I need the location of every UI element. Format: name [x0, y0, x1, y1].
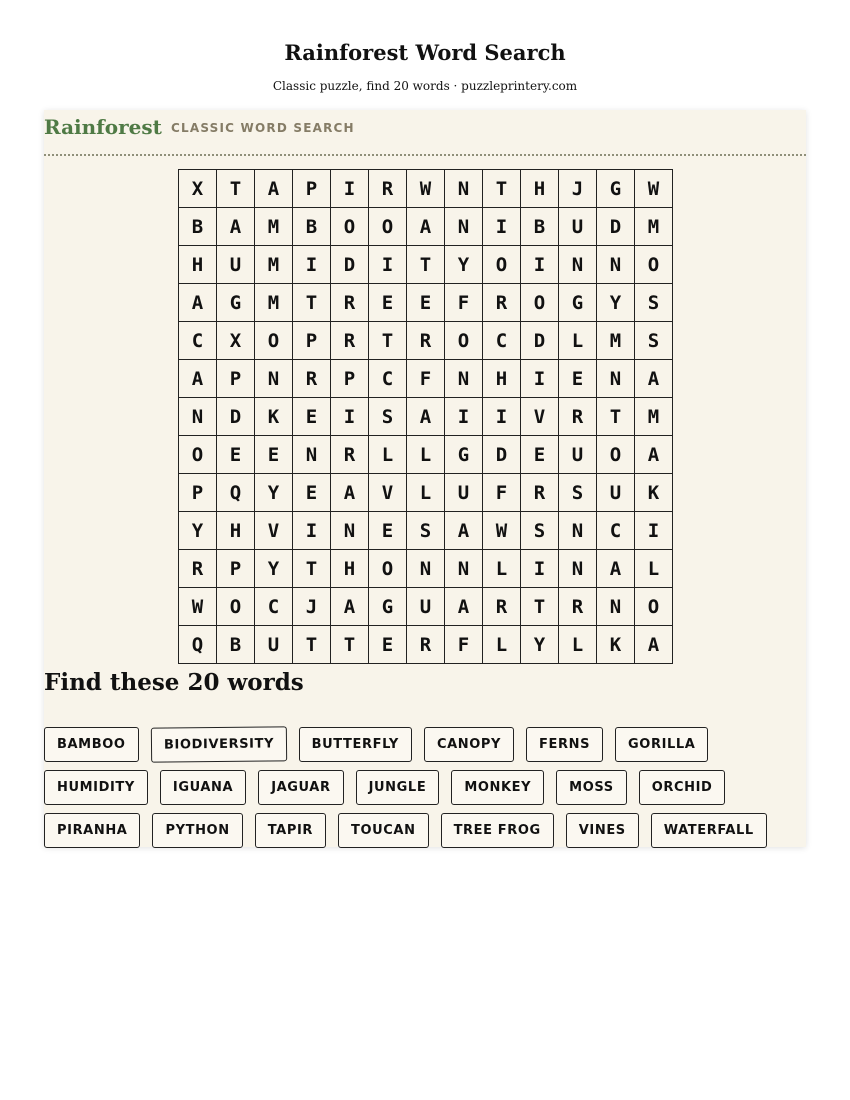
grid-cell[interactable]: N — [445, 208, 483, 246]
grid-cell[interactable]: N — [255, 360, 293, 398]
letter-grid — [178, 169, 673, 664]
word-chip[interactable]: WATERFALL — [651, 813, 767, 848]
grid-cell[interactable]: Y — [255, 474, 293, 512]
grid-cell[interactable]: P — [217, 550, 255, 588]
grid-cell[interactable]: H — [521, 170, 559, 208]
grid-cell[interactable]: Y — [445, 246, 483, 284]
grid-cell[interactable]: R — [331, 284, 369, 322]
grid-cell[interactable]: N — [445, 170, 483, 208]
word-list — [44, 727, 806, 856]
grid-cell[interactable]: M — [255, 208, 293, 246]
grid-cell[interactable]: W — [179, 588, 217, 626]
grid-cell[interactable]: C — [369, 360, 407, 398]
grid-cell[interactable]: P — [217, 360, 255, 398]
grid-cell[interactable]: L — [369, 436, 407, 474]
grid-cell[interactable]: B — [293, 208, 331, 246]
grid-cell[interactable]: E — [369, 284, 407, 322]
grid-cell[interactable]: A — [407, 398, 445, 436]
grid-cell[interactable]: C — [179, 322, 217, 360]
grid-cell[interactable]: I — [445, 398, 483, 436]
word-chip[interactable]: TOUCAN — [338, 813, 429, 848]
grid-cell[interactable]: O — [369, 550, 407, 588]
grid-cell[interactable]: Y — [597, 284, 635, 322]
word-list-heading: Find these 20 words — [44, 669, 304, 696]
grid-cell[interactable]: R — [407, 626, 445, 664]
grid-cell[interactable]: N — [331, 512, 369, 550]
grid-cell[interactable]: N — [179, 398, 217, 436]
grid-cell[interactable]: I — [331, 170, 369, 208]
grid-cell[interactable]: F — [483, 474, 521, 512]
grid-cell[interactable]: M — [597, 322, 635, 360]
grid-cell[interactable]: I — [483, 398, 521, 436]
grid-cell[interactable]: O — [369, 208, 407, 246]
grid-cell[interactable]: T — [407, 246, 445, 284]
word-chip[interactable]: TAPIR — [255, 813, 326, 848]
grid-cell[interactable]: Q — [217, 474, 255, 512]
grid-cell[interactable]: U — [559, 436, 597, 474]
grid-cell[interactable]: Y — [521, 626, 559, 664]
grid-cell[interactable]: S — [635, 284, 673, 322]
grid-cell[interactable]: B — [179, 208, 217, 246]
grid-cell[interactable]: L — [559, 322, 597, 360]
grid-cell[interactable]: U — [597, 474, 635, 512]
word-chip[interactable]: JUNGLE — [356, 770, 440, 805]
word-chip[interactable]: FERNS — [526, 727, 603, 762]
grid-cell[interactable]: O — [331, 208, 369, 246]
grid-cell[interactable]: Q — [179, 626, 217, 664]
word-chip[interactable]: ORCHID — [639, 770, 726, 805]
word-row — [44, 770, 806, 805]
grid-cell[interactable]: C — [255, 588, 293, 626]
grid-cell[interactable]: D — [217, 398, 255, 436]
grid-cell[interactable]: N — [597, 246, 635, 284]
grid-cell[interactable]: O — [635, 588, 673, 626]
word-chip[interactable]: PYTHON — [152, 813, 242, 848]
grid-cell[interactable]: J — [559, 170, 597, 208]
grid-cell[interactable]: F — [407, 360, 445, 398]
grid-cell[interactable]: O — [635, 246, 673, 284]
grid-cell[interactable]: M — [255, 246, 293, 284]
grid-cell[interactable]: S — [369, 398, 407, 436]
brand-title: Rainforest — [44, 115, 162, 139]
grid-cell[interactable]: A — [635, 436, 673, 474]
grid-cell[interactable]: D — [331, 246, 369, 284]
grid-cell[interactable]: V — [255, 512, 293, 550]
grid-cell[interactable]: M — [635, 398, 673, 436]
grid-cell[interactable]: I — [293, 246, 331, 284]
grid-cell[interactable]: Y — [255, 550, 293, 588]
grid-cell[interactable]: O — [255, 322, 293, 360]
grid-cell[interactable]: W — [635, 170, 673, 208]
grid-cell[interactable]: G — [597, 170, 635, 208]
grid-cell[interactable]: U — [217, 246, 255, 284]
grid-cell[interactable]: O — [445, 322, 483, 360]
grid-cell[interactable]: B — [217, 626, 255, 664]
word-chip[interactable]: CANOPY — [424, 727, 514, 762]
grid-cell[interactable]: H — [179, 246, 217, 284]
grid-cell[interactable]: D — [483, 436, 521, 474]
grid-cell[interactable]: S — [407, 512, 445, 550]
panel-header — [44, 110, 806, 156]
grid-cell[interactable]: R — [293, 360, 331, 398]
grid-cell[interactable]: D — [597, 208, 635, 246]
grid-cell[interactable]: A — [635, 626, 673, 664]
brand-subtitle: CLASSIC WORD SEARCH — [171, 121, 355, 135]
grid-cell[interactable]: E — [293, 398, 331, 436]
grid-cell[interactable]: R — [521, 474, 559, 512]
page-title: Rainforest Word Search — [284, 40, 566, 65]
grid-cell[interactable]: P — [179, 474, 217, 512]
grid-cell[interactable]: T — [293, 626, 331, 664]
grid-cell[interactable]: M — [255, 284, 293, 322]
word-chip[interactable]: JAGUAR — [258, 770, 343, 805]
grid-cell[interactable]: R — [407, 322, 445, 360]
grid-cell[interactable]: A — [597, 550, 635, 588]
grid-cell[interactable]: E — [293, 474, 331, 512]
grid-cell[interactable]: T — [331, 626, 369, 664]
grid-cell[interactable]: U — [255, 626, 293, 664]
grid-cell[interactable]: E — [521, 436, 559, 474]
grid-cell[interactable]: T — [369, 322, 407, 360]
grid-cell[interactable]: V — [521, 398, 559, 436]
grid-cell[interactable]: O — [217, 588, 255, 626]
grid-cell[interactable]: A — [445, 512, 483, 550]
grid-cell[interactable]: E — [559, 360, 597, 398]
grid-cell[interactable]: M — [635, 208, 673, 246]
grid-cell[interactable]: T — [217, 170, 255, 208]
grid-cell[interactable]: O — [179, 436, 217, 474]
grid-cell[interactable]: S — [559, 474, 597, 512]
word-chip[interactable]: GORILLA — [615, 727, 708, 762]
grid-cell[interactable]: R — [483, 284, 521, 322]
grid-cell[interactable]: D — [521, 322, 559, 360]
grid-cell[interactable]: I — [635, 512, 673, 550]
grid-cell[interactable]: E — [407, 284, 445, 322]
grid-cell[interactable]: R — [331, 436, 369, 474]
grid-cell[interactable]: A — [179, 360, 217, 398]
grid-cell[interactable]: W — [407, 170, 445, 208]
grid-cell[interactable]: T — [293, 284, 331, 322]
grid-cell[interactable]: I — [293, 512, 331, 550]
grid-cell[interactable]: N — [407, 550, 445, 588]
grid-cell[interactable]: R — [559, 398, 597, 436]
grid-cell[interactable]: H — [217, 512, 255, 550]
grid-cell[interactable]: A — [331, 474, 369, 512]
grid-cell[interactable]: K — [597, 626, 635, 664]
word-chip[interactable]: PIRANHA — [44, 813, 140, 848]
grid-cell[interactable]: L — [483, 626, 521, 664]
grid-cell[interactable]: S — [635, 322, 673, 360]
grid-cell[interactable]: P — [331, 360, 369, 398]
word-row — [44, 813, 806, 848]
word-chip[interactable]: MONKEY — [451, 770, 544, 805]
grid-cell[interactable]: X — [179, 170, 217, 208]
grid-cell[interactable]: N — [597, 360, 635, 398]
grid-cell[interactable]: C — [597, 512, 635, 550]
grid-cell[interactable]: T — [597, 398, 635, 436]
word-chip[interactable]: MOSS — [556, 770, 627, 805]
grid-cell[interactable]: L — [407, 436, 445, 474]
grid-cell[interactable]: L — [407, 474, 445, 512]
grid-cell[interactable]: N — [445, 360, 483, 398]
grid-cell[interactable]: I — [521, 246, 559, 284]
grid-cell[interactable]: R — [179, 550, 217, 588]
grid-cell[interactable]: P — [293, 322, 331, 360]
grid-cell[interactable]: A — [407, 208, 445, 246]
grid-cell[interactable]: G — [445, 436, 483, 474]
grid-cell[interactable]: G — [369, 588, 407, 626]
grid-cell[interactable]: R — [331, 322, 369, 360]
grid-cell[interactable]: L — [635, 550, 673, 588]
grid-cell[interactable]: N — [559, 246, 597, 284]
grid-cell[interactable]: S — [521, 512, 559, 550]
grid-cell[interactable]: L — [483, 550, 521, 588]
word-chip[interactable]: VINES — [566, 813, 639, 848]
grid-cell[interactable]: N — [597, 588, 635, 626]
grid-cell[interactable]: U — [407, 588, 445, 626]
word-chip[interactable]: BIODIVERSITY — [150, 726, 286, 762]
grid-cell[interactable]: F — [445, 284, 483, 322]
grid-cell[interactable]: O — [483, 246, 521, 284]
grid-cell[interactable]: H — [483, 360, 521, 398]
word-chip[interactable]: IGUANA — [160, 770, 246, 805]
grid-cell[interactable]: N — [559, 512, 597, 550]
grid-cell[interactable]: X — [217, 322, 255, 360]
grid-cell[interactable]: A — [635, 360, 673, 398]
grid-cell[interactable]: E — [217, 436, 255, 474]
grid-cell[interactable]: H — [331, 550, 369, 588]
grid-cell[interactable]: A — [331, 588, 369, 626]
grid-cell[interactable]: W — [483, 512, 521, 550]
grid-cell[interactable]: G — [217, 284, 255, 322]
grid-cell[interactable]: T — [483, 170, 521, 208]
grid-cell[interactable]: E — [255, 436, 293, 474]
grid-cell[interactable]: F — [445, 626, 483, 664]
word-chip[interactable]: HUMIDITY — [44, 770, 148, 805]
page-subtitle: Classic puzzle, find 20 words · puzzleprintery.com — [272, 79, 578, 93]
grid-cell[interactable]: A — [255, 170, 293, 208]
grid-cell[interactable]: K — [255, 398, 293, 436]
grid-cell[interactable]: E — [369, 512, 407, 550]
grid-cell[interactable]: J — [293, 588, 331, 626]
grid-cell[interactable]: A — [179, 284, 217, 322]
word-chip[interactable]: TREE FROG — [441, 813, 554, 848]
grid-cell[interactable]: N — [293, 436, 331, 474]
grid-cell[interactable]: U — [559, 208, 597, 246]
grid-cell[interactable]: N — [559, 550, 597, 588]
grid-cell[interactable]: B — [521, 208, 559, 246]
puzzle-panel — [44, 110, 806, 847]
grid-cell[interactable]: L — [559, 626, 597, 664]
grid-cell[interactable]: N — [445, 550, 483, 588]
grid-cell[interactable]: I — [521, 360, 559, 398]
word-chip[interactable]: BAMBOO — [44, 727, 139, 762]
grid-cell[interactable]: I — [369, 246, 407, 284]
grid-cell[interactable]: R — [559, 588, 597, 626]
grid-cell[interactable]: I — [483, 208, 521, 246]
word-row — [44, 727, 806, 762]
grid-cell[interactable]: V — [369, 474, 407, 512]
grid-cell[interactable]: K — [635, 474, 673, 512]
grid-cell[interactable]: O — [521, 284, 559, 322]
grid-cell[interactable]: I — [521, 550, 559, 588]
grid-cell[interactable]: T — [293, 550, 331, 588]
grid-cell[interactable]: I — [331, 398, 369, 436]
grid-cell[interactable]: E — [369, 626, 407, 664]
grid-cell[interactable]: Y — [179, 512, 217, 550]
grid-cell[interactable]: R — [483, 588, 521, 626]
word-chip[interactable]: BUTTERFLY — [299, 727, 412, 762]
grid-cell[interactable]: G — [559, 284, 597, 322]
grid-cell[interactable]: U — [445, 474, 483, 512]
grid-cell[interactable]: C — [483, 322, 521, 360]
grid-cell[interactable]: P — [293, 170, 331, 208]
grid-cell[interactable]: R — [369, 170, 407, 208]
grid-cell[interactable]: A — [445, 588, 483, 626]
grid-cell[interactable]: O — [597, 436, 635, 474]
grid-cell[interactable]: A — [217, 208, 255, 246]
grid-cell[interactable]: T — [521, 588, 559, 626]
